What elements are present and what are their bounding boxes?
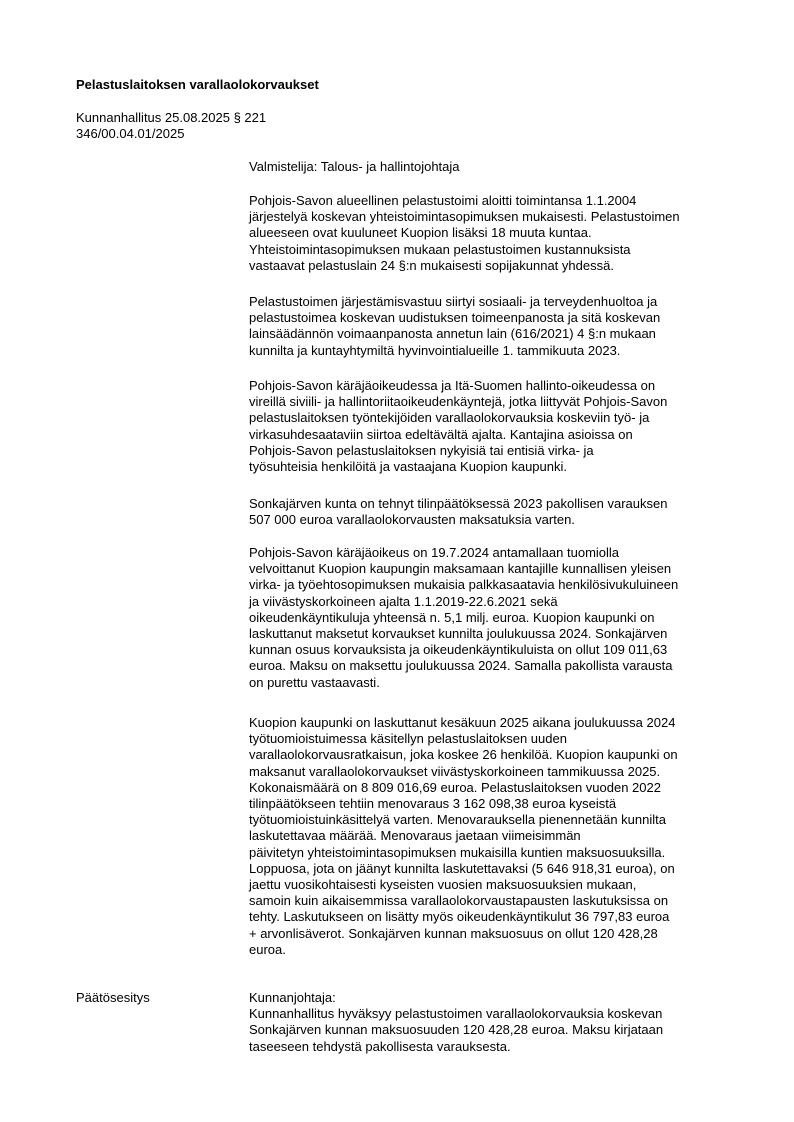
paragraph-line: Pelastustoimen järjestämisvastuu siirtyi sosiaali- ja terveydenhuoltoa ja [249,294,658,309]
paragraph [249,294,741,359]
proposal-label: Päätösesitys [76,990,150,1005]
paragraph-line: Yhteistoimintasopimuksen mukaan pelastustoimen kustannuksista [249,241,631,257]
paragraph-line: laskuttanut maksetut korvaukset kunnilta joulukuussa 2024. Sonkajärven [249,626,668,642]
paragraph-line: alueeseen ovat kuuluneet Kuopion lisäksi 18 muuta kuntaa. [249,225,592,241]
paragraph-line: pelastuslaitoksen työntekijöiden varallaolokorvauksia koskeviin työ- ja [249,410,650,426]
paragraph-line: lainsäädännön voimaanpanosta annetun lain (616/2021) 4 §:n mukaan [249,326,656,342]
paragraph-line: tilinpäätökseen tehtiin menovaraus 3 162 098,38 euroa kyseistä [249,796,617,812]
paragraph-line: varallaolokorvausratkaisun, joka koskee 26 henkilöä. Kuopion kaupunki on [249,747,678,763]
paragraph [249,193,741,274]
proposal-line: taseeseen tehdystä pakollisesta varauksesta. [249,1038,511,1054]
paragraph-line: Pohjois-Savon käräjäoikeudessa ja Itä-Suomen hallinto-oikeudessa on [249,378,656,393]
preparer [249,159,741,175]
paragraph-line: päivitetyn yhteistoimintasopimuksen mukaisilla kuntien maksuosuuksilla. [249,844,666,860]
paragraph-line: Sonkajärven kunta on tehnyt tilinpäätöksessä 2023 pakollisen varauksen [249,496,668,511]
paragraph-line: oikeudenkäyntikuluja yhteensä n. 5,1 milj. euroa. Kuopion kaupunki on [249,609,655,625]
paragraph-line: järjestelyä koskevan yhteistoimintasopimuksen mukaisesti. Pelastustoimen [249,209,680,225]
paragraph-line: virkasuhdesaataviin siirtoa edeltävältä ajalta. Kantajina asioissa on [249,426,633,442]
paragraph [249,715,741,958]
paragraph-line: Pohjois-Savon alueellinen pelastustoimi aloitti toimintansa 1.1.2004 [249,193,637,208]
paragraph-line: vastaavat pelastuslain 24 §:n mukaisesti sopijakunnat yhdessä. [249,257,614,273]
paragraph-line: vireillä siviili- ja hallintoriitaoikeudenkäyntejä, jotka liittyvät Pohjois-Savon [249,394,668,410]
paragraph-line: Pohjois-Savon käräjäoikeus on 19.7.2024 antamallaan tuomiolla [249,545,620,560]
paragraph-line: työsuhteisia henkilöitä ja vastaajana Kuopion kaupunki. [249,459,567,475]
paragraph-line: työtuomioistuimessa käsitellyn pelastuslaitoksen uuden [249,731,567,747]
proposal-text [249,990,741,1055]
paragraph-line: Kuopion kaupunki on laskuttanut kesäkuun 2025 aikana joulukuussa 2024 [249,715,676,730]
paragraph [249,545,741,691]
paragraph-line: 507 000 euroa varallaolokorvausten maksatuksia varten. [249,512,575,528]
paragraph-line: kunnan osuus korvauksista ja oikeudenkäyntikuluista on ollut 109 011,63 [249,642,668,658]
paragraph-line: euroa. Maksu on maksettu joulukuussa 2024. Samalla pakollista varausta [249,658,673,674]
paragraph-line: Kokonaismäärä on 8 809 016,69 euroa. Pelastuslaitoksen vuoden 2022 [249,779,661,795]
paragraph-line: jaettu vuosikohtaisesti kyseisten vuosien maksuosuuksien mukaan, [249,877,637,893]
record-number: 346/00.04.01/2025 [76,126,185,141]
proposal-line: Kunnanhallitus hyväksyy pelastustoimen varallaolokorvauksia koskevan [249,1006,663,1022]
paragraph-line: euroa. [249,941,286,957]
paragraph-line: pelastustoimea koskevan uudistuksen toimeenpanosta ja sitä koskevan [249,310,661,326]
paragraph-line: Pohjois-Savon pelastuslaitoksen nykyisiä tai entisiä virka- ja [249,442,594,458]
paragraph-line: Loppuosa, jota on jäänyt kunnilta laskutettavaksi (5 646 918,31 euroa), on [249,860,675,876]
paragraph [249,378,741,475]
paragraph-line: maksanut varallaolokorvaukset viivästyskorkoineen tammikuussa 2025. [249,763,661,779]
paragraph-line: velvoittanut Kuopion kaupungin maksamaan kantajille kunnallisen yleisen [249,561,672,577]
paragraph-line: virka- ja työehtosopimuksen mukaisia palkkasaatavia henkilösivukuluineen [249,577,679,593]
paragraph-line: samoin kuin aikaisemmissa varallaolokorvaustapausten laskutuksissa on [249,893,669,909]
preparer-line: Valmistelija: Talous- ja hallintojohtaja [249,159,460,174]
paragraph-line: työtuomioistuinkäsittelyä varten. Menovarauksella pienennetään kunnilta [249,812,666,828]
meeting-reference: Kunnanhallitus 25.08.2025 § 221 [76,110,267,125]
paragraph-line: laskutettavaa määrää. Menovaraus jaetaan viimeisimmän [249,828,581,844]
paragraph-line: + arvonlisäverot. Sonkajärven kunnan maksuosuus on ollut 120 428,28 [249,925,658,941]
proposal-line: Sonkajärven kunnan maksuosuuden 120 428,28 euroa. Maksu kirjataan [249,1022,664,1038]
paragraph-line: ja viivästyskorkoineen ajalta 1.1.2019-22.6.2021 sekä [249,593,558,609]
paragraph-line: kunnilta ja kuntayhtymiltä hyvinvointialueille 1. tammikuuta 2023. [249,342,621,358]
paragraph-line: on purettu vastaavasti. [249,674,380,690]
document-title: Pelastuslaitoksen varallaolokorvaukset [76,77,319,92]
meeting-info [76,110,266,142]
proposer-line: Kunnanjohtaja: [249,990,336,1005]
paragraph-line: tehty. Laskutukseen on lisätty myös oikeudenkäyntikulut 36 797,83 euroa [249,909,670,925]
paragraph [249,496,741,528]
